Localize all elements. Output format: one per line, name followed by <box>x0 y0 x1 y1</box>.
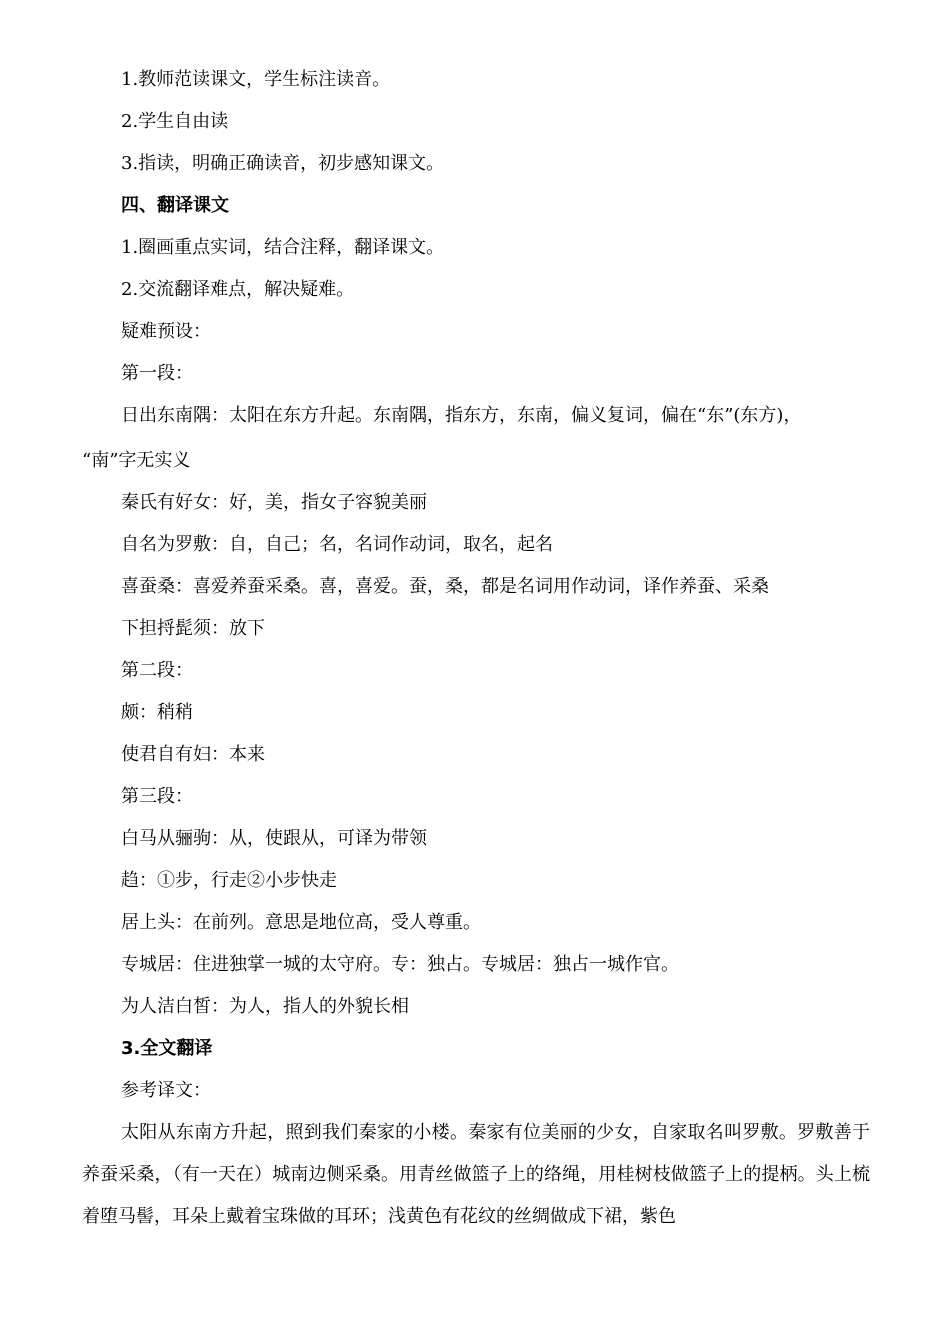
reference-translation-label: 参考译文： <box>121 1080 211 1101</box>
step-teacher-reading: 1.教师范读课文，学生标注读音。 <box>121 69 391 90</box>
step-circle-words: 1.圈画重点实词，结合注释，翻译课文。 <box>121 237 445 258</box>
paragraph-one-label: 第一段： <box>121 363 193 384</box>
step-guided-reading: 3.指读，明确正确读音，初步感知课文。 <box>121 153 445 174</box>
note-po: 颇：稍稍 <box>121 702 193 723</box>
note-shijun-youfu: 使君自有妇：本来 <box>121 744 265 765</box>
paragraph-three-label: 第三段： <box>121 786 193 807</box>
note-rishu-dongnanyu-continued: “南”字无实义 <box>82 450 191 471</box>
note-xiadan-zixu: 下担捋髭须：放下 <box>121 618 265 639</box>
note-ziming-luofu: 自名为罗敷：自，自己；名，名词作动词，取名，起名 <box>121 534 553 555</box>
reference-translation-text: 太阳从东南方升起，照到我们秦家的小楼。秦家有位美丽的少女，自家取名叫罗敷。罗敷善于养蚕采桑，（有一天在）城南边侧采桑。用青丝做篮子上的络绳，用桂树枝做篮子上的提柄。头上梳着堕马髻，耳朵上戴着宝珠做的耳环；浅黄色有花纹的丝绸做成下裙，紫色 <box>82 1122 870 1227</box>
note-baima-liju: 白马从骊驹：从，使跟从，可译为带领 <box>121 828 427 849</box>
paragraph-two-label: 第二段： <box>121 660 193 681</box>
note-ju-shangtou: 居上头：在前列。意思是地位高，受人尊重。 <box>121 912 481 933</box>
note-weiren-jiebaixi: 为人洁白皙：为人，指人的外貌长相 <box>121 996 409 1017</box>
note-qinshi-haonv: 秦氏有好女：好，美，指女子容貌美丽 <box>121 492 427 513</box>
note-xi-cansang: 喜蚕桑：喜爱养蚕采桑。喜，喜爱。蚕，桑，都是名词用作动词，译作养蚕、采桑 <box>121 576 769 597</box>
note-rishu-dongnanyu: 日出东南隅：太阳在东方升起。东南隅，指东方，东南，偏义复词，偏在“东”(东方)， <box>121 405 802 426</box>
section-heading-full-translation: 3.全文翻译 <box>121 1038 213 1059</box>
difficulty-presets-label: 疑难预设： <box>121 321 211 342</box>
note-zhuancheng-ju: 专城居：住进独掌一城的太守府。专：独占。专城居：独占一城作官。 <box>121 954 679 975</box>
section-heading-translate: 四、翻译课文 <box>121 195 229 216</box>
note-qu: 趋：①步，行走②小步快走 <box>121 870 337 891</box>
step-free-reading: 2.学生自由读 <box>121 111 229 132</box>
step-discuss-difficulties: 2.交流翻译难点，解决疑难。 <box>121 279 355 300</box>
